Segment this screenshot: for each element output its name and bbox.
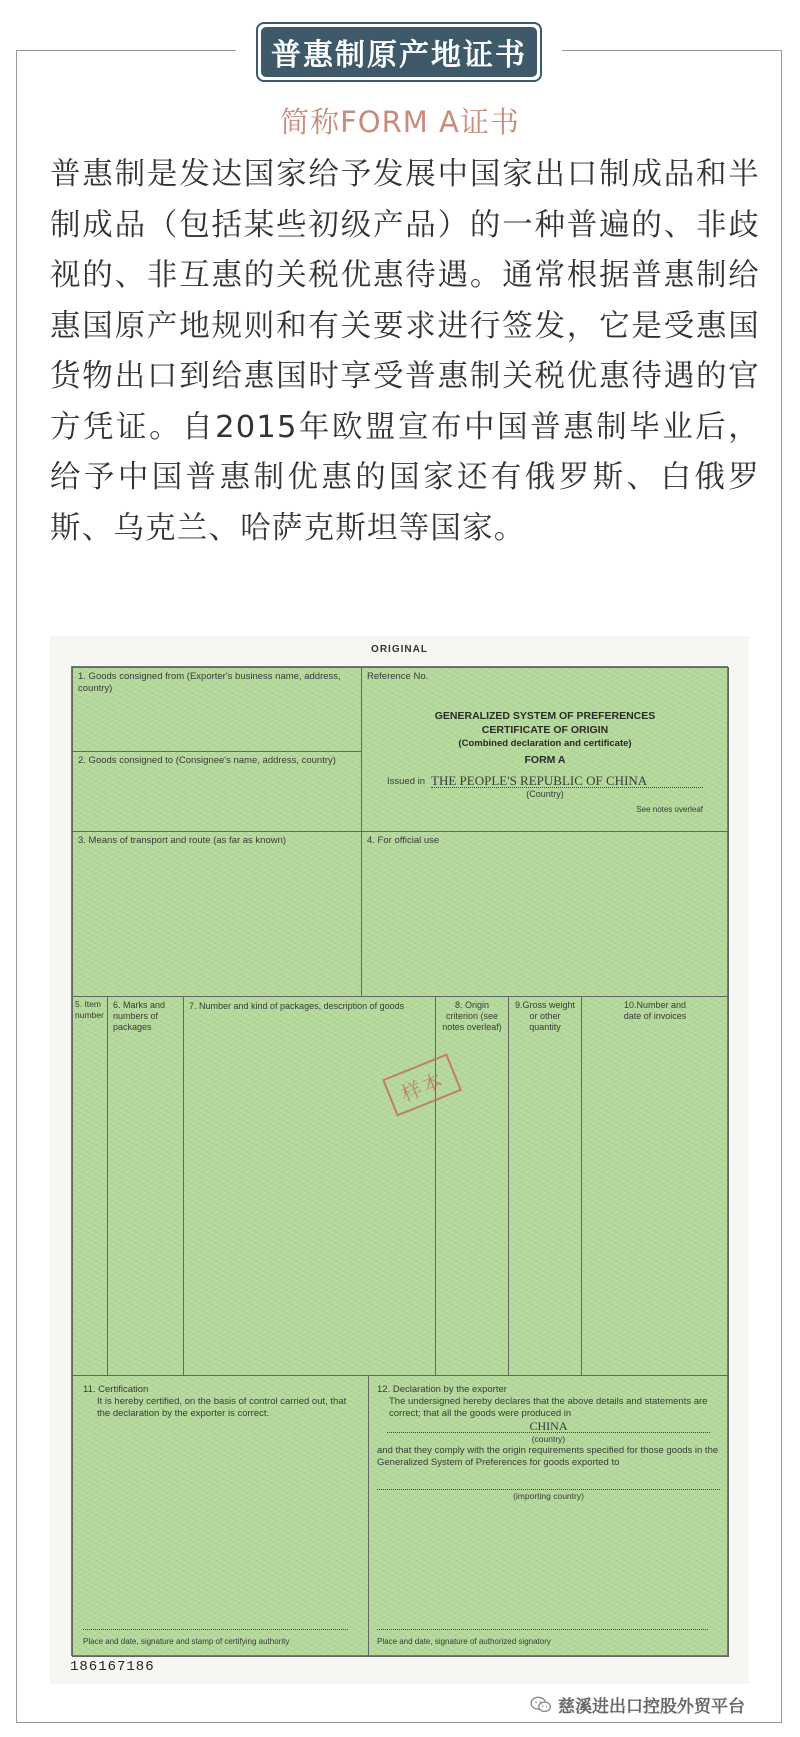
- page-title: 普惠制原产地证书: [261, 27, 537, 77]
- gsp-heading: GENERALIZED SYSTEM OF PREFERENCES: [434, 710, 656, 722]
- col-9-label: 9.Gross weight or other quantity: [514, 1000, 576, 1032]
- box-3-label: 3. Means of transport and route (as far as known): [78, 835, 287, 846]
- serial-number: 186167186: [70, 1659, 155, 1675]
- see-notes-label: See notes overleaf: [636, 805, 703, 814]
- col-10-label: 10.Number and date of invoices: [623, 1000, 687, 1021]
- issued-in-row: [387, 775, 723, 788]
- box-12-country: CHINA: [387, 1420, 710, 1433]
- reference-box: [361, 667, 729, 832]
- watermark-text: 慈溪进出口控股外贸平台: [558, 1697, 745, 1717]
- col-8-label: 8. Origin criterion (see notes overleaf): [442, 1000, 502, 1032]
- combined-declaration-caption: (Combined declaration and certificate): [458, 738, 632, 749]
- page-subtitle: 简称FORM A证书: [280, 105, 520, 139]
- issued-in-label: Issued in: [387, 776, 426, 787]
- watermark: [530, 1692, 745, 1717]
- box-3-transport: [72, 831, 362, 997]
- box-12-exporter-declaration: [368, 1375, 729, 1657]
- certificate-body: [71, 666, 728, 1656]
- sample-stamp: 样本: [382, 1053, 462, 1116]
- reference-label: Reference No.: [367, 671, 429, 682]
- box-2-consignee: [72, 751, 362, 832]
- intro-paragraph: 普惠制是发达国家给予发展中国家出口制成品和半制成品（包括某些初级产品）的一种普遍的、非歧视的、非互惠的关税优惠待遇。通常根据普惠制给惠国原产地规则和有关要求进行签发，它是受惠国货物出口到给惠国时享受普惠制关税优惠待遇的官方凭证。自2015年欧盟宣布中国普惠制毕业后，给予中国普惠制优惠的国家还有俄罗斯、白俄罗斯、乌克兰、哈萨克斯坦等国家。: [50, 157, 760, 546]
- frame-top-right-line: [562, 50, 782, 51]
- col-7-description: [183, 996, 436, 1376]
- box-12-text-1: The undersigned hereby declares that the above details and statements are correct; that all the goods were produced in: [389, 1396, 708, 1419]
- box-4-label: 4. For official use: [367, 835, 440, 846]
- box-12-country-caption: (country): [531, 1434, 566, 1444]
- box-11-signature-caption: Place and date, signature and stamp of certifying authority: [83, 1637, 290, 1646]
- col-7-label: 7. Number and kind of packages, description of goods: [189, 1001, 405, 1011]
- col-9-gross-weight: [508, 996, 582, 1376]
- col-6-marks: [107, 996, 184, 1376]
- col-10-invoices: [581, 996, 729, 1376]
- box-12-signature-caption: Place and date, signature of authorized signatory: [377, 1637, 551, 1646]
- form-a-certificate-image: [50, 636, 749, 1684]
- original-label: ORIGINAL: [371, 644, 428, 655]
- box-11-signature-line: [83, 1619, 348, 1630]
- form-a-heading: FORM A: [524, 754, 566, 766]
- certificate-of-origin-heading: CERTIFICATE OF ORIGIN: [481, 724, 609, 736]
- box-12-importing-caption: (importing country): [513, 1491, 584, 1501]
- box-11-title: 11. Certification: [83, 1384, 149, 1395]
- col-5-item-number: [72, 996, 108, 1376]
- box-12-importing-line: [377, 1479, 720, 1490]
- box-4-official-use: [361, 831, 729, 997]
- box-11-certification: [72, 1375, 369, 1657]
- box-12-text-2: and that they comply with the origin requirements specified for those goods in the Generalized System of Preferences for goods exported to: [377, 1445, 719, 1468]
- box-12-title: 12. Declaration by the exporter: [377, 1384, 507, 1395]
- box-2-label: 2. Goods consigned to (Consignee's name, address, country): [78, 755, 336, 766]
- wechat-icon: [530, 1696, 552, 1714]
- title-badge: [256, 22, 542, 82]
- country-caption: (Country): [526, 789, 564, 799]
- box-11-text: It is hereby certified, on the basis of control carried out, that the declaration by the exporter is correct.: [97, 1396, 347, 1419]
- box-1-exporter: [72, 667, 362, 752]
- frame-top-left-line: [16, 50, 236, 51]
- issued-country: THE PEOPLE'S REPUBLIC OF CHINA: [431, 775, 703, 788]
- box-12-signature-line: [377, 1619, 708, 1630]
- box-1-label: 1. Goods consigned from (Exporter's business name, address, country): [78, 671, 341, 694]
- col-6-label: 6. Marks and numbers of packages: [113, 1000, 166, 1032]
- col-5-label: 5. Item number: [75, 999, 104, 1020]
